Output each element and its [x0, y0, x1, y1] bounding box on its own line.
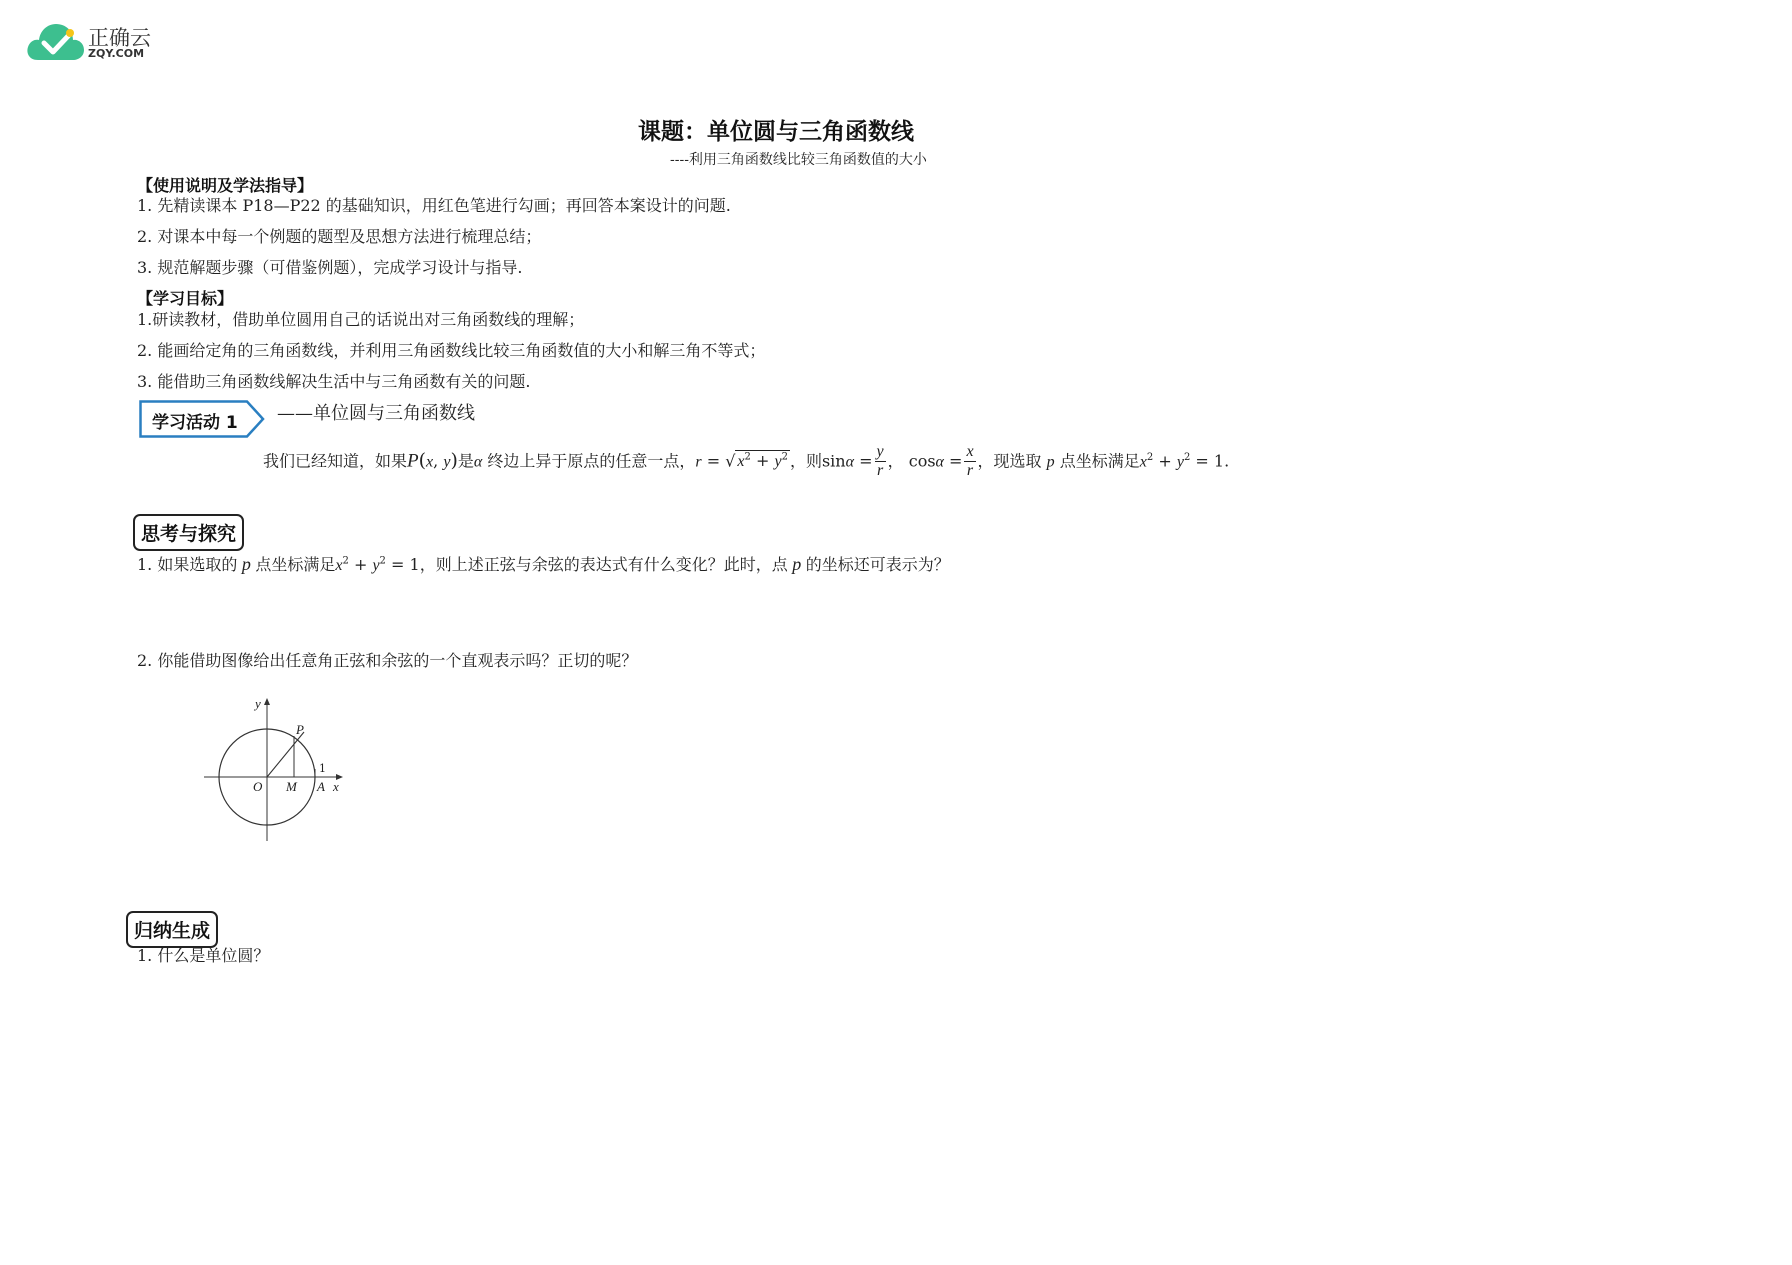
fig-m-label: M [286, 779, 297, 794]
summary-badge: 归纳生成 [126, 911, 218, 948]
fig-a-label: A [317, 779, 325, 794]
fig-p-label: P [296, 722, 304, 737]
goal-item: 1.研读教材，借助单位圆用自己的话说出对三角函数线的理解； [137, 310, 585, 329]
instruction-item: 1. 先精读课本 P18—P22 的基础知识，用红色笔进行勾画；再回答本案设计的问题. [137, 196, 731, 215]
explore-badge: 思考与探究 [133, 514, 244, 551]
instruction-item: 2. 对课本中每一个例题的题型及思想方法进行梳理总结； [137, 227, 542, 246]
instruction-item: 3. 规范解题步骤（可借鉴例题），完成学习设计与指导. [137, 258, 523, 277]
explore-q1: 1. 如果选取的 p 点坐标满足$x^2 + y^2 = 1$，则上述正弦与余弦的表达式有什么变化？此时，点 p 的坐标还可表示为？ [137, 554, 950, 574]
fig-one-label: 1 [319, 762, 326, 775]
activity1-badge [139, 400, 265, 438]
activity1-title: ——单位圆与三角函数线 [277, 403, 475, 424]
unit-circle-figure [200, 693, 350, 845]
cloud-check-logo-icon [26, 20, 86, 64]
logo-name: 正确云 [88, 26, 151, 50]
activity1-text: 我们已经知道，如果P(x, y)是α 终边上异于原点的任意一点，r = √ $x^2 + y^2$ ，则sinα = $\frac{y}{r}$ ， cosα = $\frac{x}{r}$ ，现选取 p 点坐标满足$x^2 + y^2 = 1$. [263, 443, 1230, 480]
goal-item: 2. 能画给定角的三角函数线，并利用三角函数线比较三角函数值的大小和解三角不等式； [137, 341, 766, 360]
goal-item: 3. 能借助三角函数线解决生活中与三角函数有关的问题. [137, 372, 531, 391]
explore-q2: 2. 你能借助图像给出任意角正弦和余弦的一个直观表示吗？正切的呢？ [137, 651, 638, 670]
logo [26, 20, 161, 64]
fig-x-label: x [333, 779, 339, 794]
instructions-heading: 【使用说明及学法指导】 [137, 176, 314, 195]
goals-heading: 【学习目标】 [137, 289, 234, 308]
summary-q1: 1. 什么是单位圆？ [137, 946, 270, 965]
logo-domain: ZQY.COM [88, 47, 145, 60]
fig-o-label: O [253, 779, 263, 794]
activity1-badge-label: 学习活动 1 [152, 413, 238, 433]
fig-y-label: y [255, 696, 261, 711]
page-title: 课题：单位圆与三角函数线 [638, 119, 914, 145]
page-subtitle: ----利用三角函数线比较三角函数值的大小 [670, 152, 927, 168]
